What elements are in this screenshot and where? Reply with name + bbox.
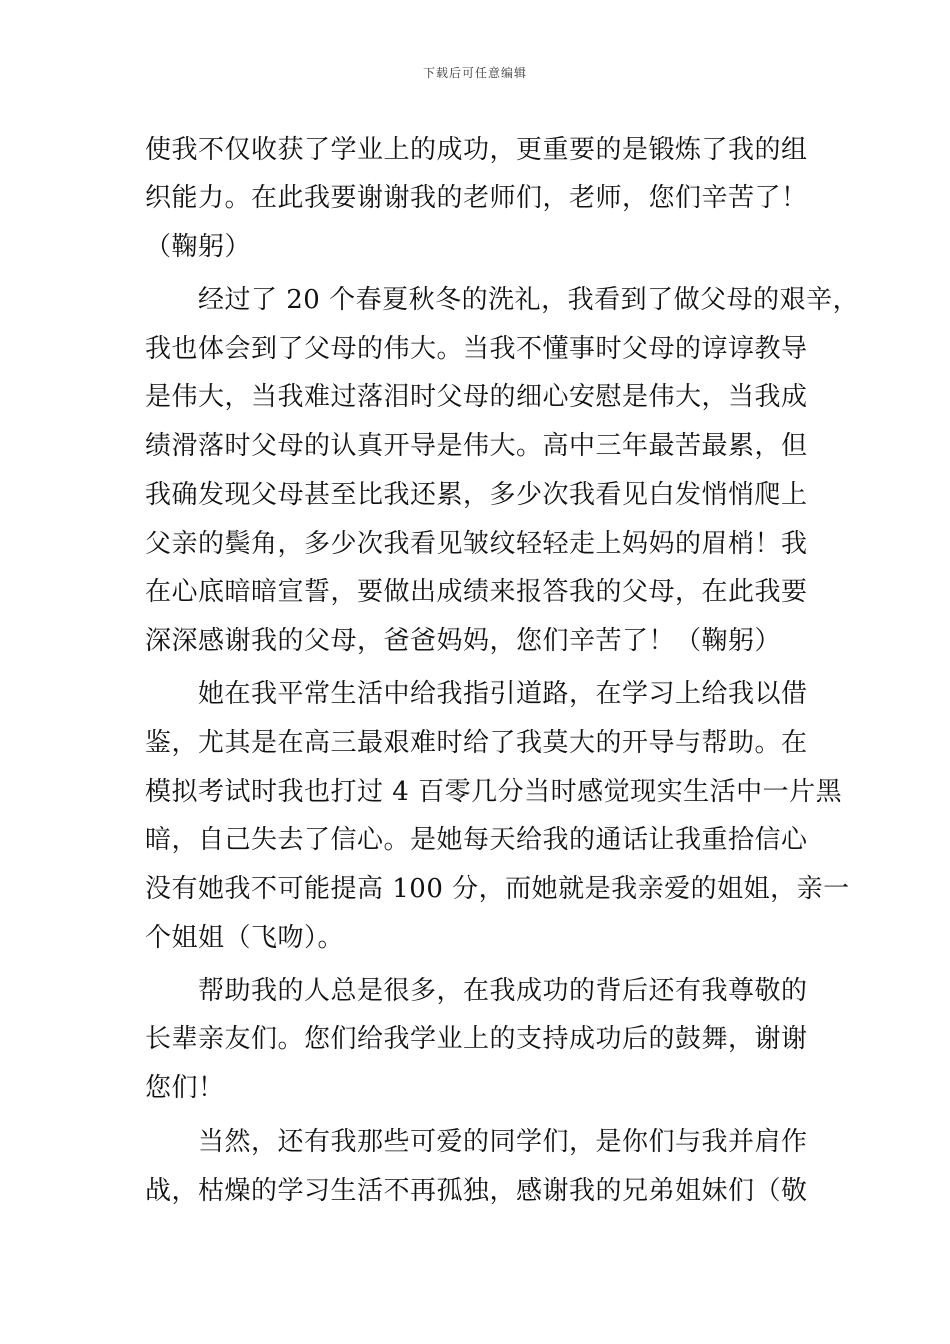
text-line: （鞠躬） — [145, 232, 252, 262]
text-line: 战，枯燥的学习生活不再孤独，感谢我的兄弟姐妹们（敬 — [145, 1176, 808, 1206]
text-line: 暗，自己失去了信心。是她每天给我的通话让我重拾信心 — [145, 825, 808, 855]
text-line: 帮助我的人总是很多，在我成功的背后还有我尊敬的 — [145, 976, 808, 1006]
text-line: 在心底暗暗宣誓，要做出成绩来报答我的父母，在此我要 — [145, 577, 808, 607]
text-line: 绩滑落时父母的认真开导是伟大。高中三年最苦最累，但 — [145, 431, 808, 461]
text-line: 当然，还有我那些可爱的同学们，是你们与我并肩作 — [145, 1127, 808, 1157]
text-line: 长辈亲友们。您们给我学业上的支持成功后的鼓舞，谢谢 — [145, 1024, 808, 1054]
text-line: 我也体会到了父母的伟大。当我不懂事时父母的谆谆教导 — [145, 334, 808, 364]
text-line: 鉴，尤其是在高三最艰难时给了我莫大的开导与帮助。在 — [145, 728, 808, 758]
text-line: 使我不仅收获了学业上的成功，更重要的是锻炼了我的组 — [145, 135, 808, 165]
text-line: 没有她我不可能提高 100 分，而她就是我亲爱的姐姐，亲一 — [145, 874, 850, 904]
page-header: 下载后可任意编辑 — [422, 66, 527, 80]
text-line: 我确发现父母甚至比我还累，多少次我看见白发悄悄爬上 — [145, 480, 808, 510]
text-line: 您们！ — [145, 1073, 225, 1103]
text-line: 经过了 20 个春夏秋冬的洗礼，我看到了做父母的艰辛， — [145, 285, 860, 315]
text-line: 父亲的鬓角，多少次我看见皱纹轻轻走上妈妈的眉梢！我 — [145, 529, 808, 559]
text-line: 是伟大，当我难过落泪时父母的细心安慰是伟大，当我成 — [145, 382, 808, 412]
text-line: 深深感谢我的父母，爸爸妈妈，您们辛苦了！（鞠躬） — [145, 626, 782, 656]
text-line: 个姐姐（飞吻）。 — [145, 923, 345, 953]
text-line: 模拟考试时我也打过 4 百零几分当时感觉现实生活中一片黑 — [145, 777, 843, 807]
text-line: 她在我平常生活中给我指引道路，在学习上给我以借 — [145, 679, 808, 709]
text-line: 织能力。在此我要谢谢我的老师们，老师，您们辛苦了！ — [145, 183, 808, 213]
